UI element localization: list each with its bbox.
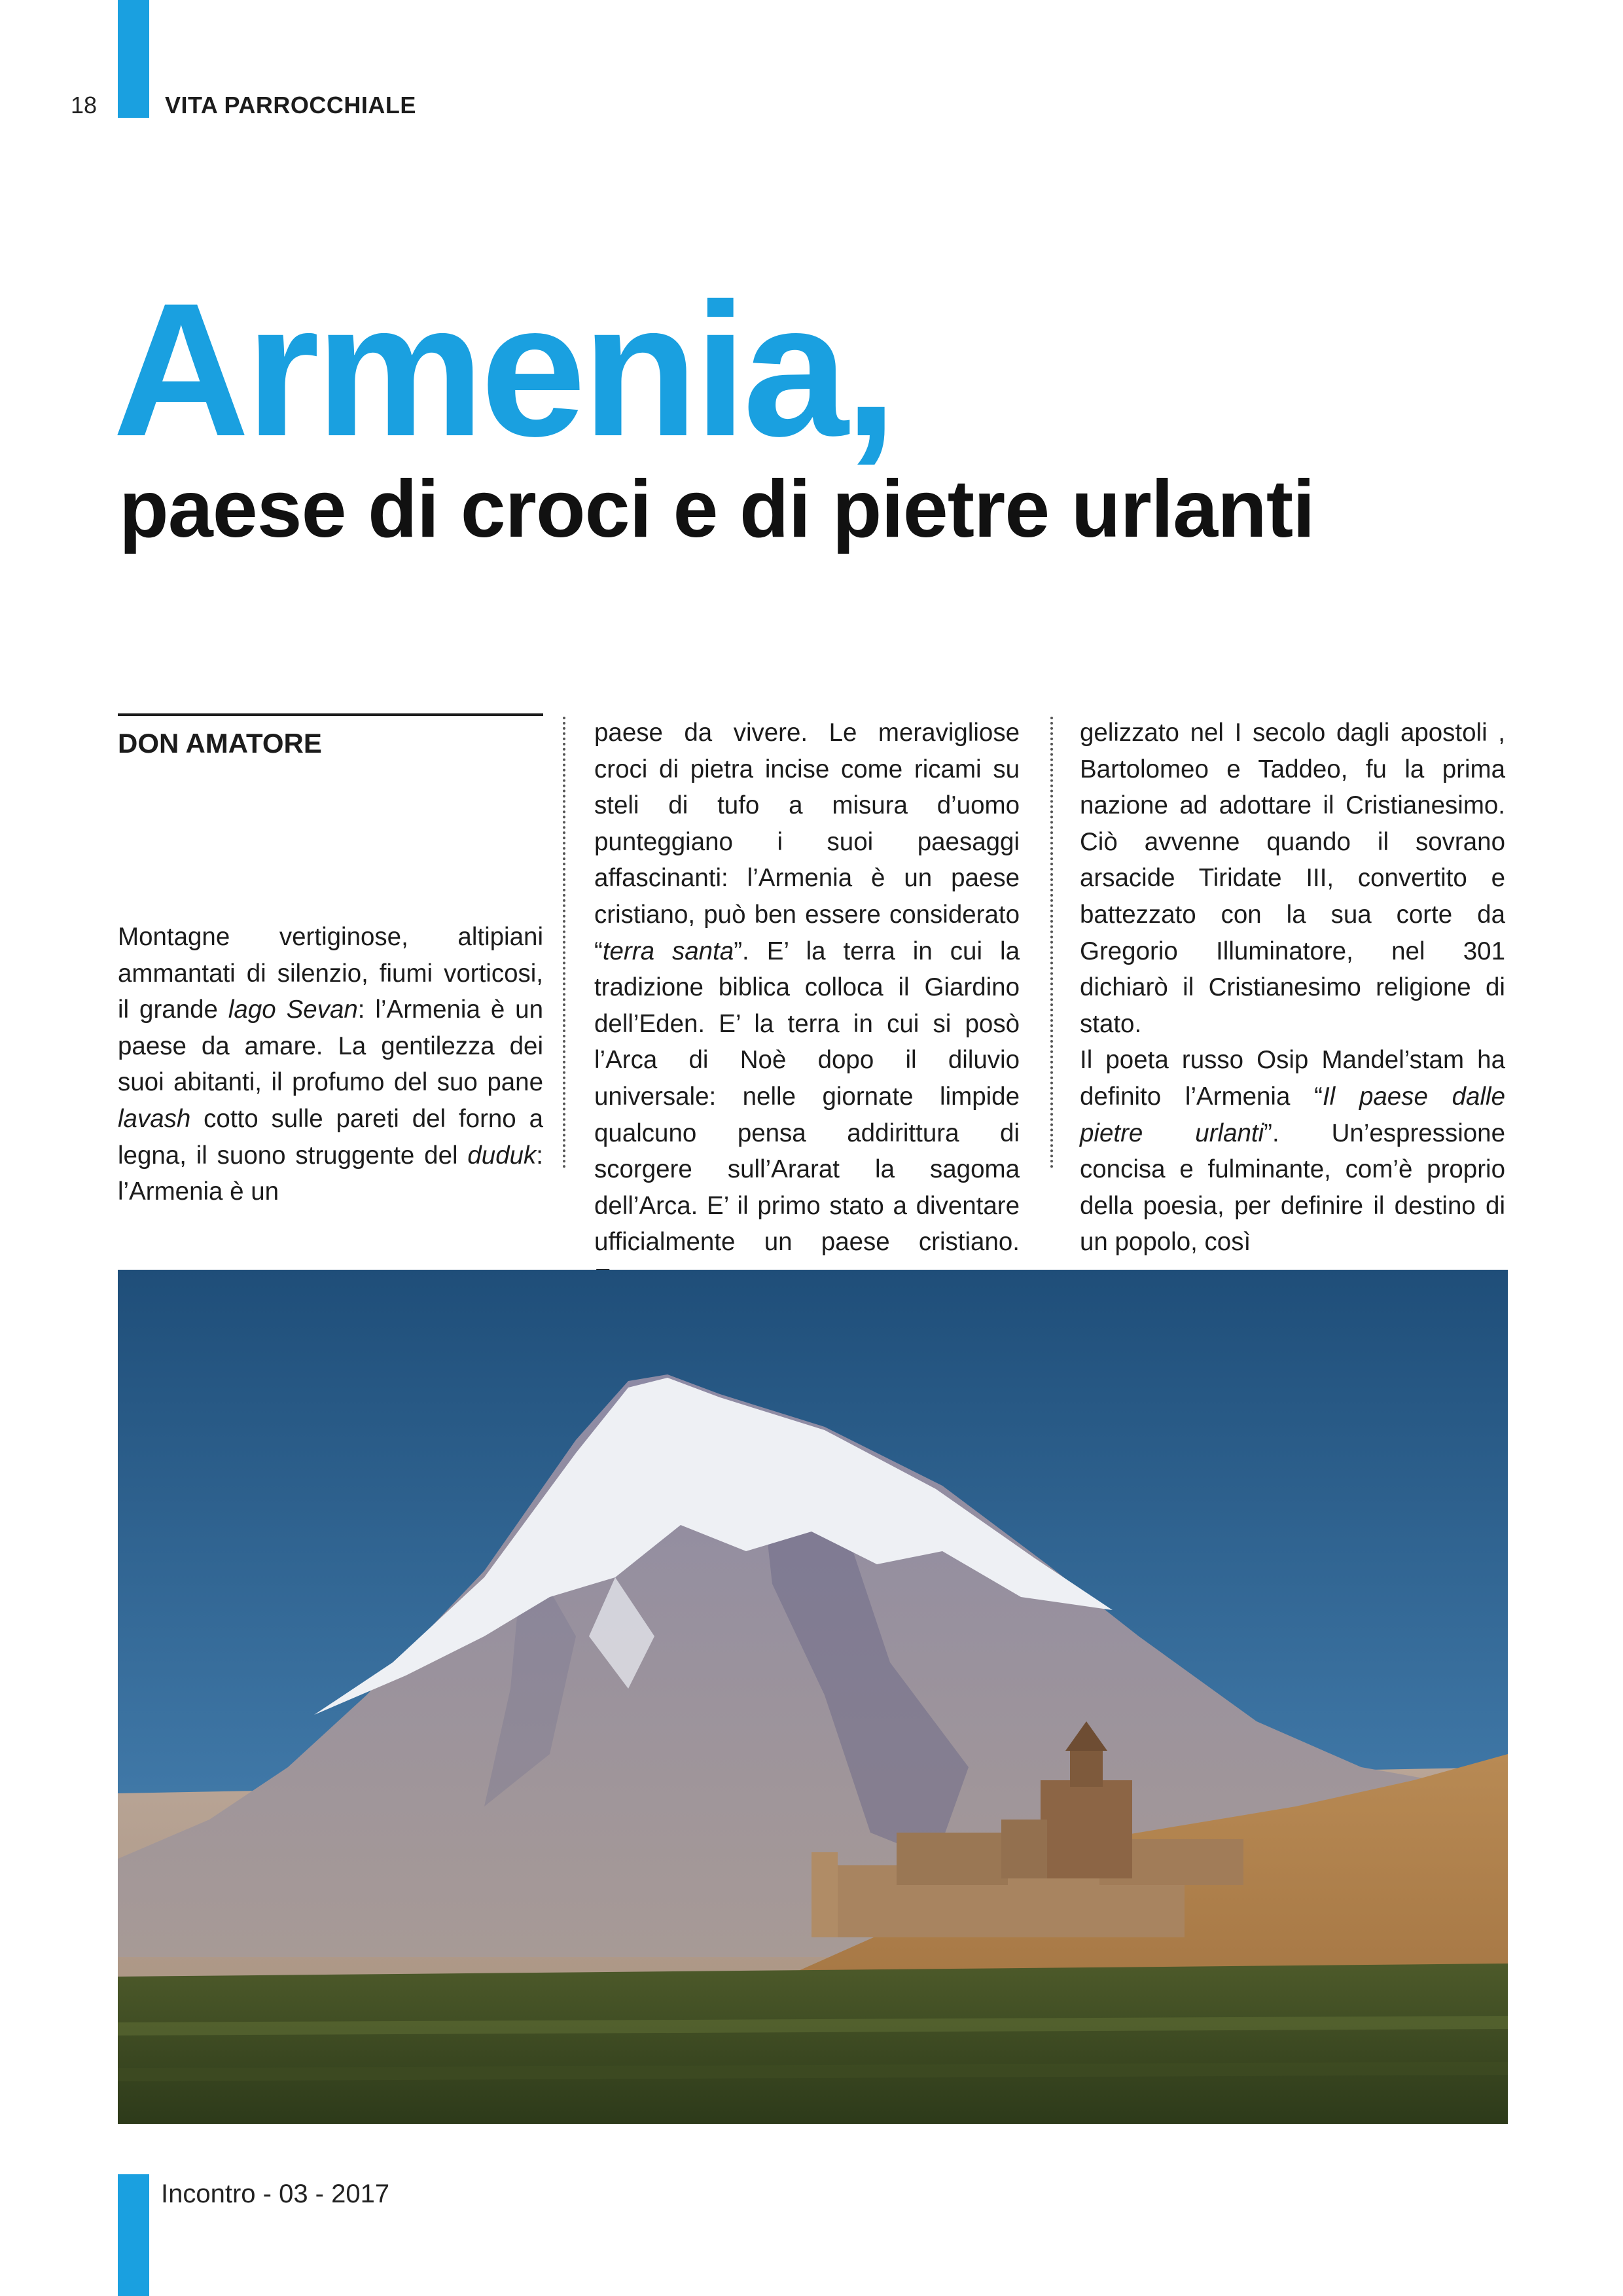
ararat-monastery-photo bbox=[118, 1270, 1508, 2124]
column-divider bbox=[563, 717, 565, 1168]
column-divider bbox=[1050, 717, 1053, 1168]
author-rule bbox=[118, 713, 543, 716]
paragraph: Montagne vertiginose, altipiani ammantati di silenzio, fiumi vorticosi, il grande lago Sevan: l’Armenia è un paese da amare. La gentilezza dei suoi abitanti, il profumo del suo pane lavash cotto sulle pareti del forno a legna, il suono struggente del duduk: l’Armenia è un bbox=[118, 923, 543, 1206]
paragraph: paese da vivere. Le meravigliose croci di pietra incise come ricami su steli di tufo a misura d’uomo punteggiano i suoi paesaggi affascinanti: l’Armenia è un paese cristiano, può ben essere considerato “terra santa”. E’ la terra in cui la tradizione biblica colloca il Giardino dell’Eden. E’ la terra in cui si posò l’Arca di Noè dopo il diluvio universale: nelle giornate limpide qualcuno pensa addirittura di scorgere sull’Ararat la sagoma dell’Arca. E’ il primo stato a diventare ufficialmente un paese cristiano. bbox=[594, 719, 1020, 1257]
section-title: VITA PARROCCHIALE bbox=[165, 92, 416, 118]
footer-issue: Incontro - 03 - 2017 bbox=[161, 2179, 390, 2208]
landscape-illustration bbox=[118, 1270, 1508, 2124]
paragraph: gelizzato nel I secolo dagli apostoli , Bartolomeo e Taddeo, fu la prima nazione ad adottare il Cristianesimo. Ciò avvenne quando il sovrano arsacide Tiridate III, convertito e battezzato con la sua corte da Gregorio Illuminatore, nel 301 dichiarò il Cristianesimo religione di stato. bbox=[1080, 719, 1505, 1038]
italic-term: lavash bbox=[118, 1104, 191, 1133]
article-title: Armenia, bbox=[113, 264, 893, 476]
article-column-2 bbox=[594, 715, 1020, 1297]
accent-bar-top bbox=[118, 0, 149, 118]
author-name: DON AMATORE bbox=[118, 728, 322, 759]
article-column-1 bbox=[118, 919, 543, 1210]
italic-term: terra santa bbox=[602, 937, 734, 965]
paragraph: Il poeta russo Osip Mandel’stam ha definito l’Armenia “Il paese dalle pietre urlanti”. Un’espressione concisa e fulminante, com’è proprio della poesia, per definire il destino di un popolo, così bbox=[1080, 1046, 1505, 1257]
italic-term: Il paese dalle pietre urlanti bbox=[1080, 1082, 1505, 1147]
page-number: 18 bbox=[71, 92, 98, 118]
article-column-3 bbox=[1080, 715, 1505, 1261]
italic-term: lago Sevan bbox=[228, 996, 358, 1024]
accent-bar-bottom bbox=[118, 2174, 149, 2296]
italic-term: duduk bbox=[467, 1141, 537, 1170]
article-subtitle: paese di croci e di pietre urlanti bbox=[119, 464, 1315, 554]
